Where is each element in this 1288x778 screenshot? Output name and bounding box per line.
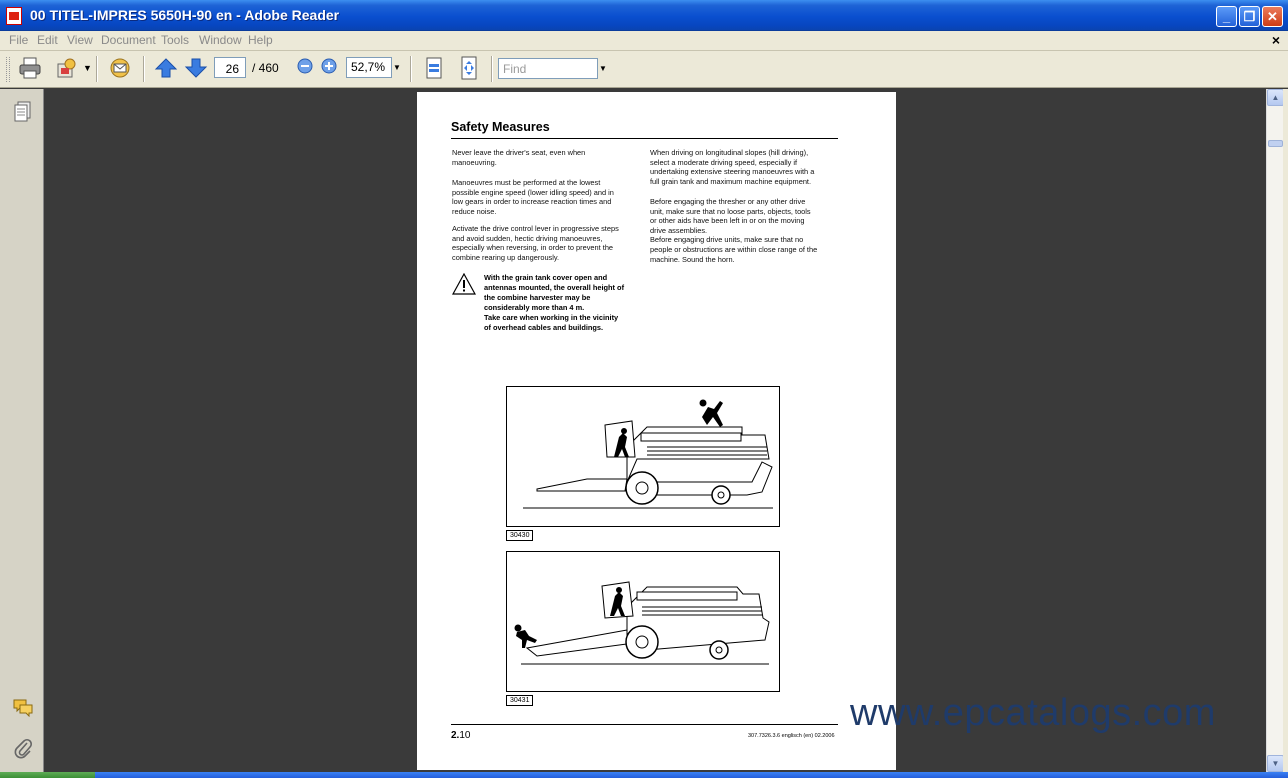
find-input[interactable]: Find (498, 58, 598, 79)
paragraph: Activate the drive control lever in progressive steps and avoid sudden, hectic driving manoeuvres, especially when reversing, in order to prevent the combine rearing up dangerously. (452, 224, 619, 262)
menu-window[interactable]: Window (199, 33, 242, 47)
toolbar (0, 51, 1288, 88)
minimize-button[interactable]: _ (1216, 6, 1237, 27)
footer-page-number (451, 730, 470, 741)
zoom-dropdown-icon[interactable]: ▼ (393, 63, 401, 72)
toolbar-separator (96, 56, 98, 82)
close-button[interactable]: ✕ (1262, 6, 1283, 27)
title-bar (0, 0, 1288, 31)
watermark: www.epcatalogs.com (850, 692, 1216, 734)
paragraph: Before engaging the thresher or any other drive unit, make sure that no loose parts, objects, tools or other aids have been left in or on the moving drive assemblies. Before engaging drive units, make sure that no people or obstructions are within close range of the machine. Sound the horn. (650, 197, 818, 264)
window-title: 00 TITEL-IMPRES 5650H-90 en - Adobe Reader (30, 7, 340, 23)
arrow-down-icon[interactable] (182, 56, 210, 82)
zoom-in-icon[interactable] (315, 56, 343, 82)
combine-harvester-figure-2 (506, 551, 780, 692)
comments-icon[interactable] (12, 697, 34, 719)
menu-tools[interactable]: Tools (161, 33, 190, 47)
scroll-thumb[interactable] (1268, 140, 1283, 147)
toolbar-grip[interactable] (6, 57, 10, 82)
maximize-button[interactable]: ❐ (1239, 6, 1260, 27)
fit-width-icon[interactable] (420, 56, 448, 82)
pdf-page (417, 92, 896, 770)
organizer-dropdown-icon[interactable]: ▼ (83, 63, 92, 73)
toolbar-separator (410, 56, 412, 82)
figure-2-number: 30431 (506, 695, 533, 706)
menu-help[interactable]: Help (248, 33, 273, 47)
footer-rule (451, 724, 838, 725)
scroll-down-icon[interactable]: ▼ (1267, 755, 1284, 772)
menu-bar (0, 31, 1288, 51)
toolbar-separator (491, 56, 493, 82)
section-title: Safety Measures (451, 120, 550, 134)
printer-icon[interactable] (16, 56, 44, 82)
paperclip-icon[interactable] (12, 737, 34, 759)
organizer-icon[interactable] (53, 56, 81, 82)
vertical-scrollbar[interactable] (1266, 89, 1283, 772)
warning-icon (452, 273, 476, 295)
menu-view[interactable]: View (67, 33, 93, 47)
arrow-up-icon[interactable] (152, 56, 180, 82)
window-border (1283, 89, 1288, 772)
paragraph: Manoeuvres must be performed at the lowest possible engine speed (lower idling speed) and in low gears in order to increase reaction times and reduce noise. (452, 178, 614, 216)
email-icon[interactable] (106, 56, 134, 82)
figure-1-number: 30430 (506, 530, 533, 541)
fit-page-icon[interactable] (455, 55, 483, 81)
find-dropdown-icon[interactable]: ▼ (599, 64, 607, 73)
adobe-reader-icon (6, 7, 22, 25)
pages-icon[interactable] (12, 101, 34, 123)
paragraph: When driving on longitudinal slopes (hill driving), select a moderate driving speed, especially if undertaking extensive steering manoeuvres with a full grain tank and maximum machine equipment. (650, 148, 815, 186)
navigation-panel (0, 89, 44, 772)
page-total-label: / 460 (252, 61, 279, 75)
menu-document[interactable]: Document (101, 33, 156, 47)
footer-page-number-rest: 10 (459, 730, 471, 741)
menu-file[interactable]: File (9, 33, 29, 47)
title-rule (451, 138, 838, 139)
warning-text: With the grain tank cover open and antennas mounted, the overall height of the combine harvester may be considerably more than 4 m. Take care when working in the vicinity of overhead cables and buildings. (484, 273, 625, 332)
taskbar (0, 772, 1288, 778)
scroll-up-icon[interactable]: ▲ (1267, 89, 1284, 106)
footer-page-chapter: 2. (451, 730, 460, 741)
page-number-input[interactable] (214, 57, 246, 78)
combine-harvester-figure-1 (506, 386, 780, 527)
zoom-input[interactable]: 52,7% (346, 57, 392, 78)
close-document-button[interactable]: × (1271, 32, 1280, 48)
footer-reference: 307.7326.3.6 englisch (en) 02.2006 (748, 733, 835, 739)
document-view[interactable] (45, 89, 1266, 772)
paragraph: Never leave the driver's seat, even when manoeuvring. (452, 148, 586, 167)
toolbar-separator (143, 56, 145, 82)
menu-edit[interactable]: Edit (37, 33, 58, 47)
start-button[interactable] (0, 772, 95, 778)
